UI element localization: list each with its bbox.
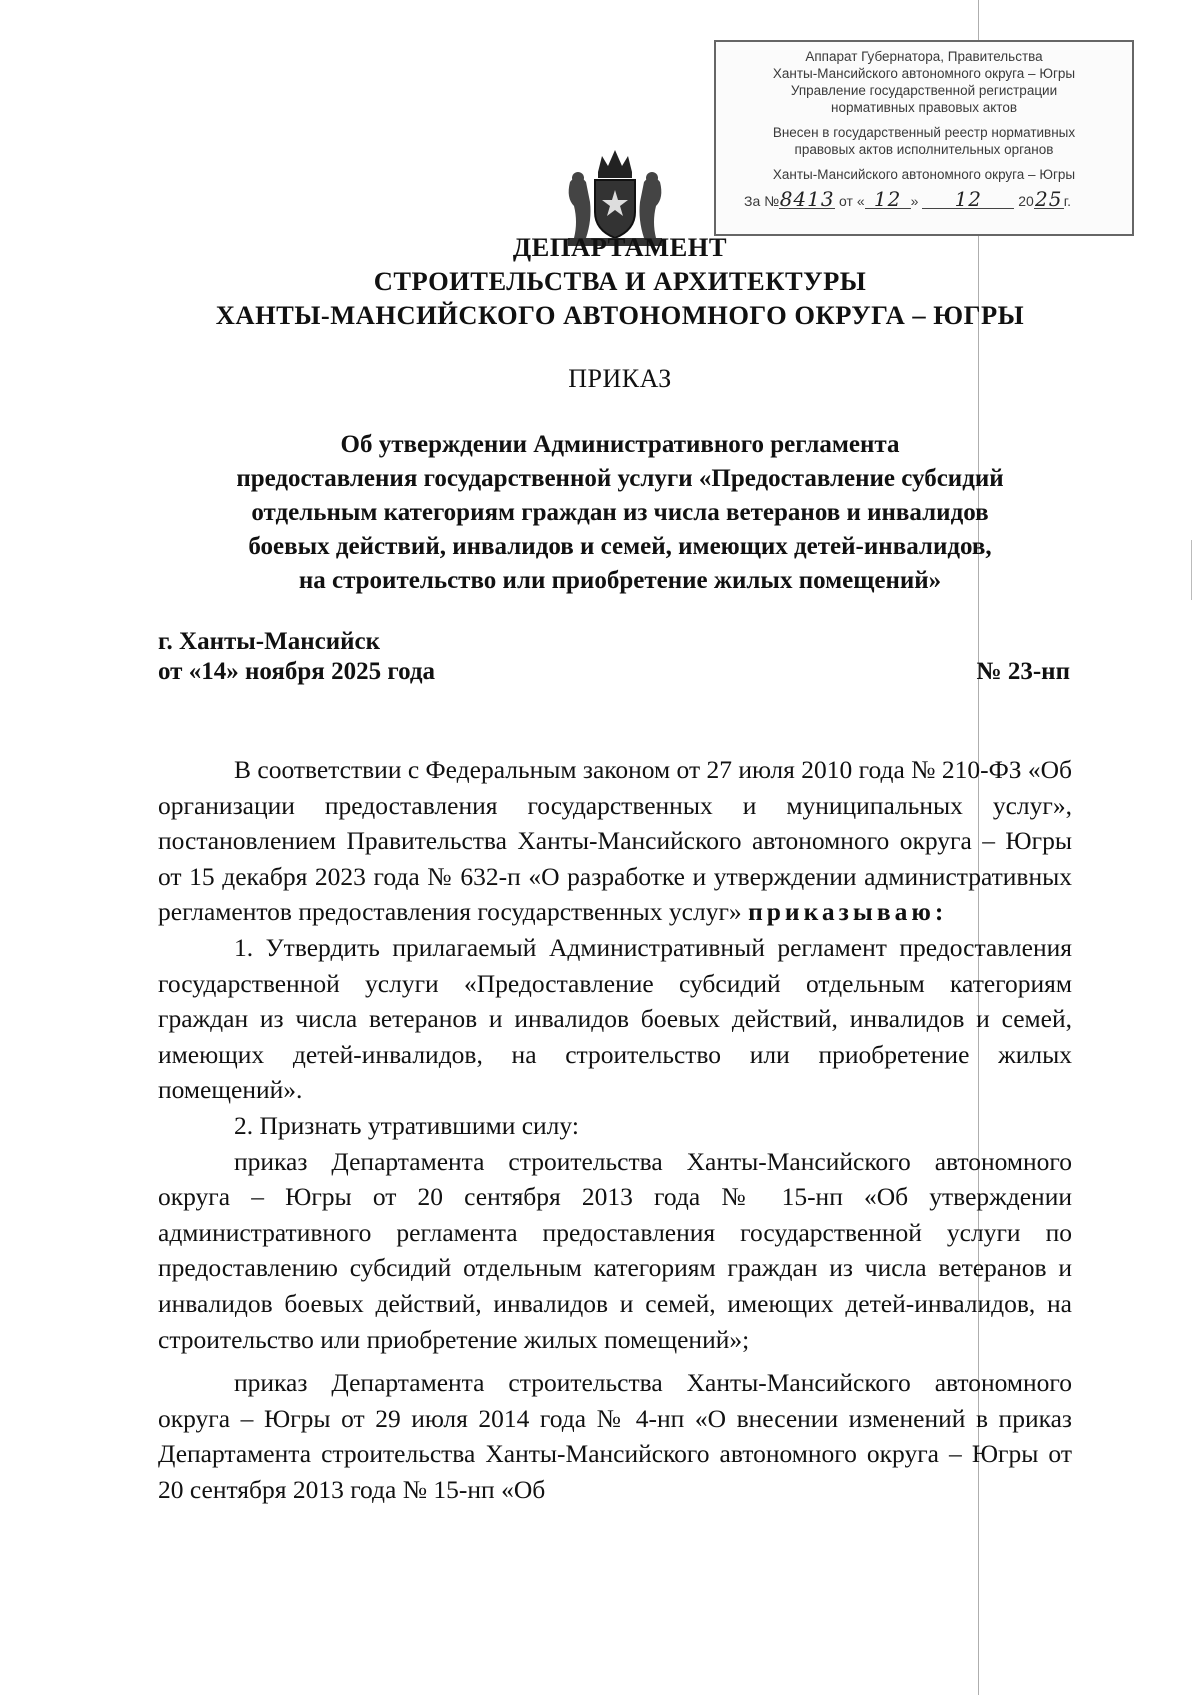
department-line-2: СТРОИТЕЛЬСТВА И АРХИТЕКТУРЫ xyxy=(373,266,867,296)
title-line: отдельным категориям граждан из числа ветеранов и инвалидов xyxy=(251,499,989,526)
title-line: предоставления государственной услуги «Предоставление субсидий xyxy=(236,465,1004,492)
item-2a-paragraph: приказ Департамента строительства Ханты-Мансийского автономного округа – Югры от 20 сентября 2013 года № 15-нп «Об утверждении административного регламента предоставления государственной услуги по предоставлению субсидий отдельным категориям граждан из числа ветеранов и инвалидов боевых действий, инвалидов и семей, имеющих детей-инвалидов, на строительство или приобретение жилых помещений»; xyxy=(158,1146,1072,1354)
stamp-line: Ханты-Мансийского автономного округа – Югры xyxy=(772,167,1076,182)
preamble-text: В соответствии с Федеральным законом от 27 июля 2010 года № 210-ФЗ «Об организации предоставления государственных и муниципальных услуг», постановлением Правительства Ханты-Мансийского автономного округа – Югры от 15 декабря 2023 года № 632-п «О разработке и утверждении административных регламентов предоставления государственных услуг» xyxy=(158,755,1073,927)
title-line: на строительство или приобретение жилых помещений» xyxy=(298,567,942,594)
stamp-reg-number: 8413 xyxy=(779,187,835,211)
stamp-reg-year-prefix: 20 xyxy=(1018,193,1034,209)
item-2b-paragraph: приказ Департамента строительства Ханты-Мансийского автономного округа – Югры от 29 июля 2014 года № 4-нп «О внесении изменений в приказ Департамента строительства Ханты-Мансийского автономного округа – Югры от 20 сентября 2013 года № 15-нп «Об xyxy=(158,1368,1072,1504)
title-line: Об утверждении Административного регламента xyxy=(340,431,900,458)
stamp-reg-mid: » xyxy=(910,193,919,209)
stamp-line: Управление государственной регистрации xyxy=(790,83,1058,98)
item-2-paragraph: 2. Признать утратившими силу: xyxy=(234,1110,579,1140)
preamble-paragraph xyxy=(158,752,1072,930)
stamp-reg-day: 12 xyxy=(865,191,911,209)
stamp-line: правовых актов исполнительных органов xyxy=(794,142,1054,157)
title-line: боевых действий, инвалидов и семей, имеющих детей-инвалидов, xyxy=(248,533,992,560)
registration-stamp xyxy=(714,40,1134,236)
document-type: ПРИКАЗ xyxy=(568,364,672,393)
scan-edge-mark xyxy=(1191,540,1192,600)
city: г. Ханты-Мансийск xyxy=(158,628,381,655)
stamp-reg-prefix: За № xyxy=(744,193,780,209)
department-line-1: ДЕПАРТАМЕНТ xyxy=(512,232,728,262)
stamp-reg-year: 25 xyxy=(1035,187,1063,211)
stamp-reg-suffix: г. xyxy=(1063,193,1072,209)
order-date: от «14» ноября 2025 года xyxy=(158,658,435,685)
order-title xyxy=(120,428,1120,598)
stamp-reg-from: от « xyxy=(839,193,865,209)
item-1-paragraph: 1. Утвердить прилагаемый Административный регламент предоставления государственной услуги «Предоставление субсидий отдельным категориям граждан из числа ветеранов и инвалидов боевых действий, инвалидов и семей, имеющих детей-инвалидов, на строительство или приобретение жилых помещений». xyxy=(158,932,1072,1105)
stamp-registration-row xyxy=(716,187,1132,211)
stamp-line: Внесен в государственный реестр нормативных xyxy=(772,125,1076,140)
order-body xyxy=(158,752,1072,1507)
department-line-3: ХАНТЫ-МАНСИЙСКОГО АВТОНОМНОГО ОКРУГА – ЮГРЫ xyxy=(215,300,1025,330)
department-heading xyxy=(120,230,1120,332)
stamp-line: Аппарат Губернатора, Правительства xyxy=(805,49,1043,64)
order-keyword: приказываю: xyxy=(748,897,948,927)
stamp-line: Ханты-Мансийского автономного округа – Югры xyxy=(772,66,1076,81)
stamp-reg-month: 12 xyxy=(922,191,1014,209)
order-number: № 23-нп xyxy=(976,658,1070,685)
stamp-line: нормативных правовых актов xyxy=(830,100,1018,115)
